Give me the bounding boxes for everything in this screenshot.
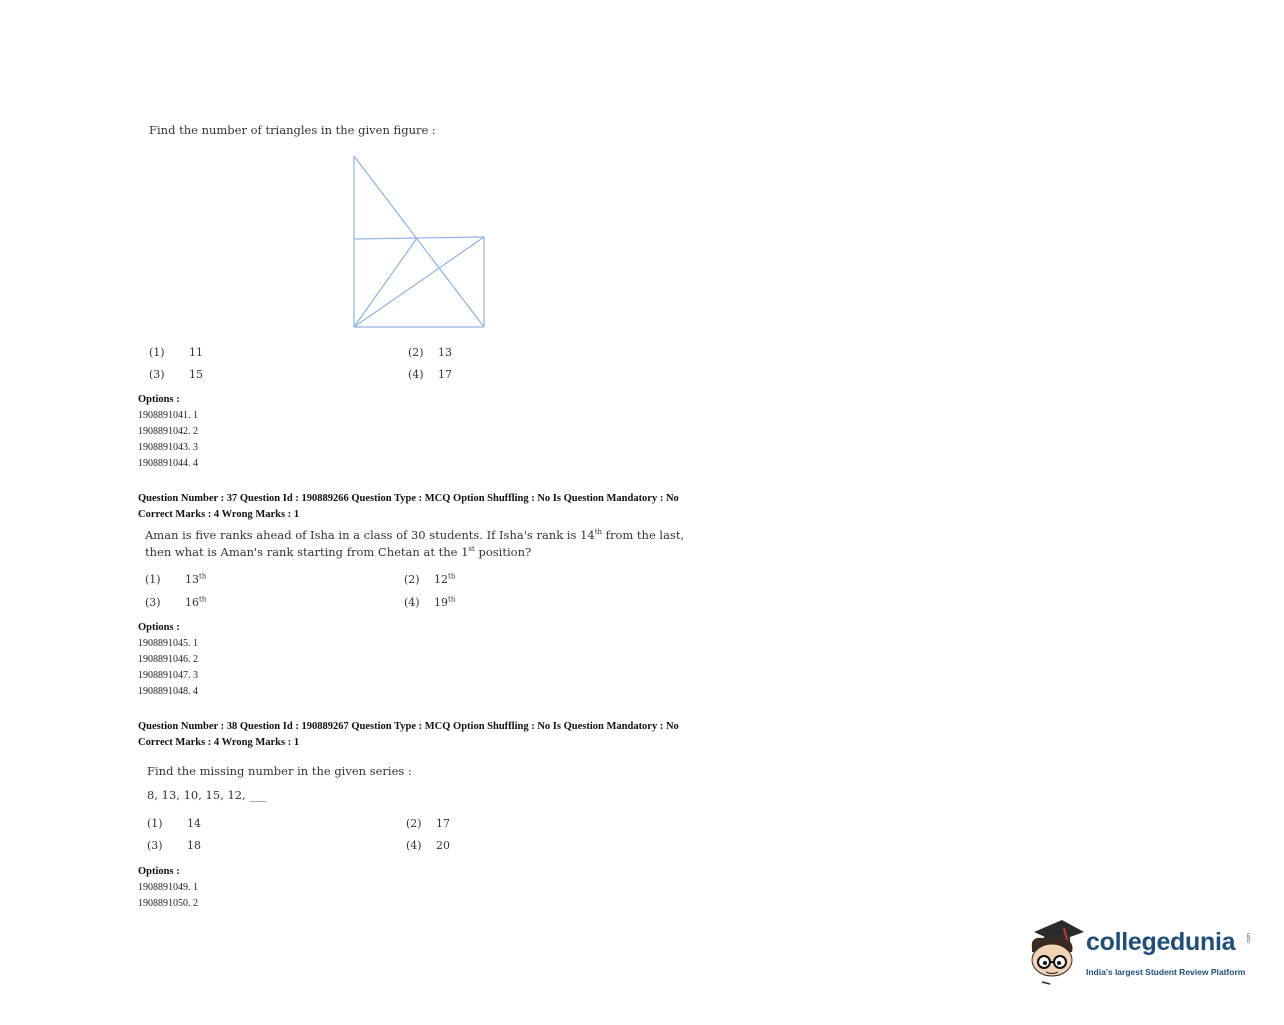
choice-value: 15 [189,368,203,381]
options-title: Options : [138,394,180,405]
figure-line [354,237,484,327]
option-id: 1908891047. 3 [138,670,198,681]
options-title: Options : [138,622,180,633]
options-title: Options : [138,866,180,877]
choice-number: (2) [404,573,420,586]
choice-number: (3) [147,839,163,852]
choice-number: (1) [149,346,165,359]
choice-value: 18 [187,839,201,852]
figure-line [354,156,484,327]
choice-value: 13 [438,346,452,359]
choice-number: (2) [408,346,424,359]
logo-tagline: India's largest Student Review Platform [1086,967,1246,977]
choice-value: 11 [189,346,203,359]
option-id: 1908891044. 4 [138,458,198,469]
figure-line [354,237,484,239]
choice-number: (3) [145,596,161,609]
choice-value: 17 [436,817,450,830]
choice-value: 20 [436,839,450,852]
choice-number: (4) [408,368,424,381]
question-meta: Question Number : 37 Question Id : 190889266 Question Type : MCQ Option Shuffling : No Is Question Mandatory : No [138,493,679,504]
option-id: 1908891050. 2 [138,898,198,909]
choice-number: (1) [145,573,161,586]
triangle-figure [350,153,490,333]
choice-number: (4) [404,596,420,609]
choice-value: 19th [434,595,456,609]
question-marks: Correct Marks : 4 Wrong Marks : 1 [138,737,300,748]
question-prompt: Find the missing number in the given series : [147,764,412,778]
choice-number: (3) [149,368,165,381]
choice-number: (1) [147,817,163,830]
choice-value: 17 [438,368,452,381]
choice-value: 16th [185,595,207,609]
option-id: 1908891049. 1 [138,882,198,893]
choice-value: 12th [434,572,456,586]
logo-domain: .com [1246,933,1252,944]
option-id: 1908891043. 3 [138,442,198,453]
choice-number: (2) [406,817,422,830]
choice-value: 13th [185,572,207,586]
question-meta: Question Number : 38 Question Id : 190889267 Question Type : MCQ Option Shuffling : No Is Question Mandatory : No [138,721,679,732]
option-id: 1908891046. 2 [138,654,198,665]
question-prompt: Find the number of triangles in the given figure : [149,123,436,137]
number-series: 8, 13, 10, 15, 12, ___ [147,788,267,802]
question-prompt-line-2: then what is Aman's rank starting from Chetan at the 1st position? [145,545,532,559]
choice-value: 14 [187,817,201,830]
question-prompt-line-1: Aman is five ranks ahead of Isha in a class of 30 students. If Isha's rank is 14th from the last, [145,528,685,542]
choice-number: (4) [406,839,422,852]
option-id: 1908891042. 2 [138,426,198,437]
option-id: 1908891041. 1 [138,410,198,421]
logo-wordmark: collegedunia [1086,928,1236,956]
figure-line [354,238,417,327]
collegedunia-logo[interactable] [1022,918,1262,990]
option-id: 1908891045. 1 [138,638,198,649]
option-id: 1908891048. 4 [138,686,198,697]
mascot-icon [1022,918,1088,988]
question-marks: Correct Marks : 4 Wrong Marks : 1 [138,509,300,520]
